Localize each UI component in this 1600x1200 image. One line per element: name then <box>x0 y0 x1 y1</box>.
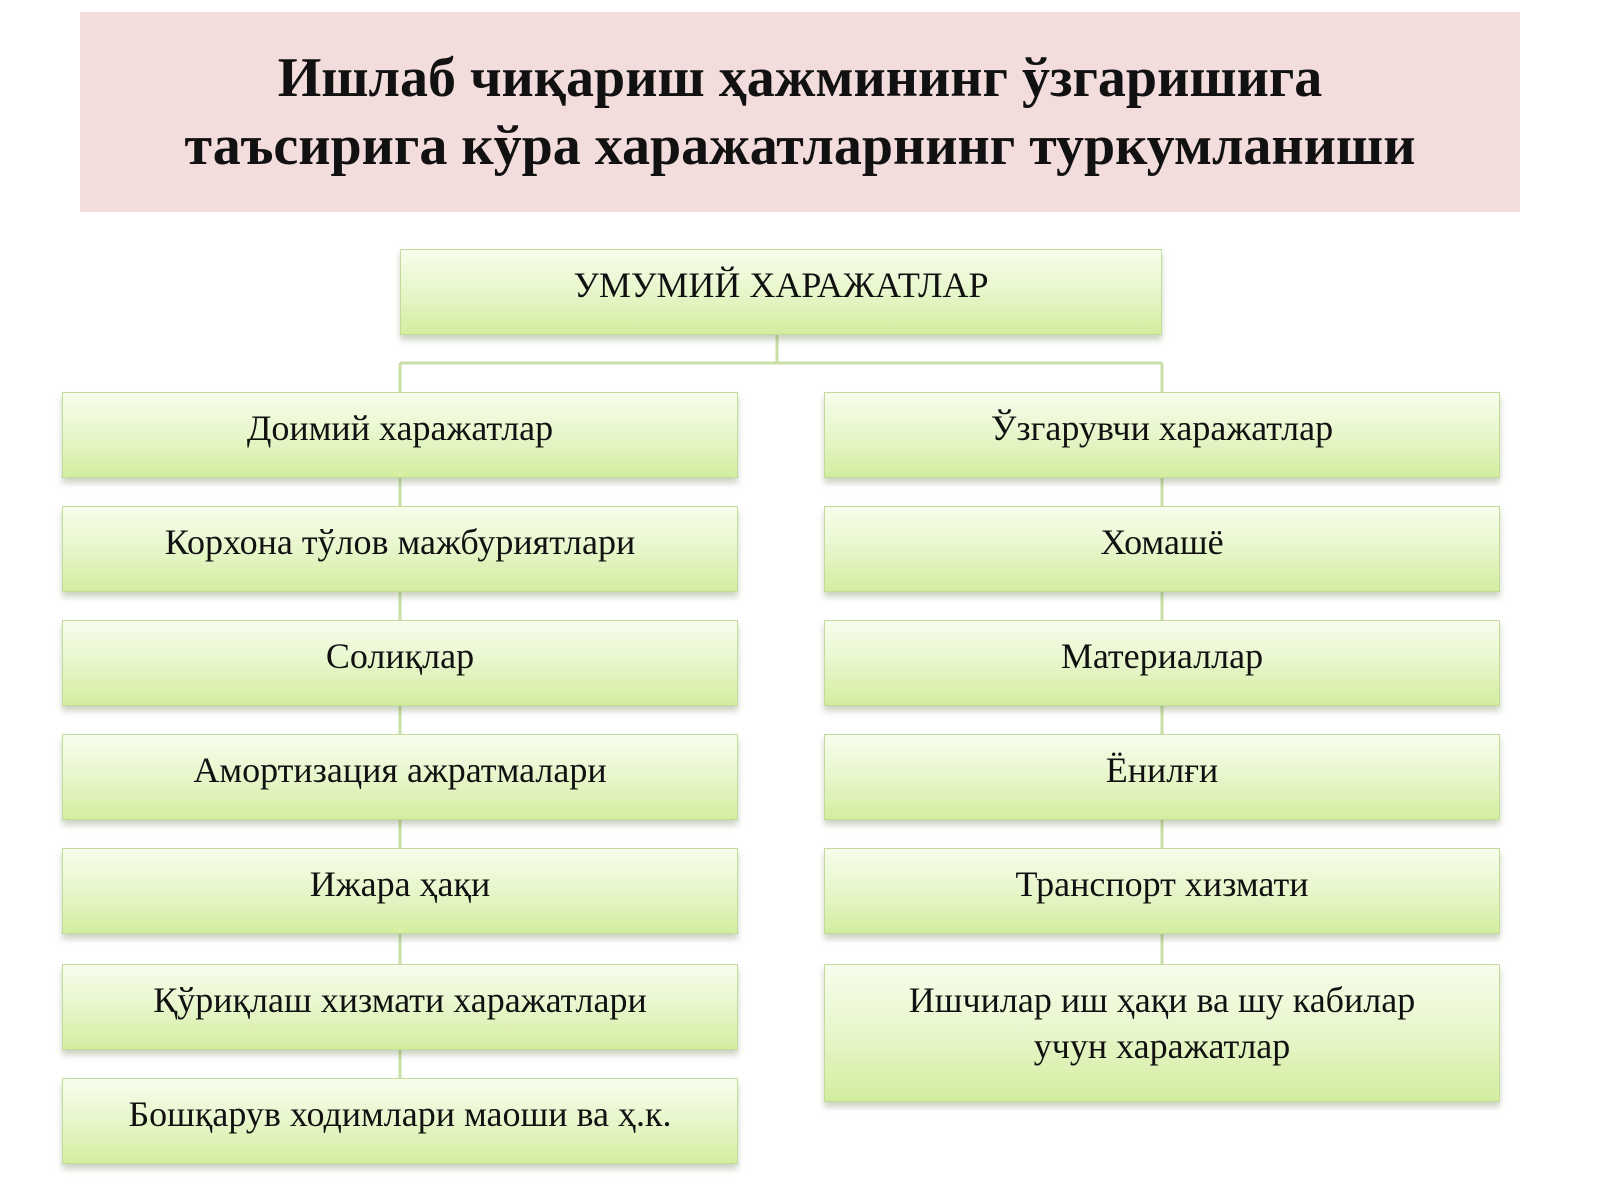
right-item-3 <box>824 848 1500 934</box>
left-item-4 <box>62 964 738 1050</box>
title-banner <box>80 12 1520 212</box>
root-node-label: УМУМИЙ ХАРАЖАТЛАР <box>573 265 989 305</box>
left-item-label: Корхона тўлов мажбуриятлари <box>164 522 636 562</box>
right-item-0 <box>824 506 1500 592</box>
left-item-label: Қўриқлаш хизмати харажатлари <box>153 980 647 1020</box>
right-branch-header <box>824 392 1500 478</box>
title-line-1: Ишлаб чиқариш ҳажмининг ўзгаришига <box>277 47 1323 109</box>
right-item-label-line-2: учун харажатлар <box>1033 1026 1291 1066</box>
right-item-label-line-1: Ишчилар иш ҳақи ва шу кабилар <box>908 980 1416 1020</box>
left-item-label: Солиқлар <box>325 636 475 676</box>
left-item-5 <box>62 1078 738 1164</box>
left-item-1 <box>62 620 738 706</box>
right-item-label: Материаллар <box>1060 636 1264 676</box>
left-item-label: Амортизация ажратмалари <box>193 750 607 790</box>
title-line-2: таъсирига кўра харажатларнинг туркумланиши <box>184 115 1416 177</box>
left-item-label: Бошқарув ходимлари маоши ва ҳ.к. <box>128 1094 672 1134</box>
left-item-0 <box>62 506 738 592</box>
right-item-label: Ёнилғи <box>1105 750 1219 790</box>
right-item-4 <box>824 964 1500 1102</box>
right-item-2 <box>824 734 1500 820</box>
right-branch-header-label: Ўзгарувчи харажатлар <box>990 408 1334 448</box>
left-item-2 <box>62 734 738 820</box>
right-item-label: Хомашё <box>1100 522 1224 562</box>
left-item-label: Ижара ҳақи <box>309 864 491 904</box>
left-branch-header <box>62 392 738 478</box>
root-node-total-costs <box>400 249 1162 335</box>
right-item-label: Транспорт хизмати <box>1015 864 1309 904</box>
right-item-1 <box>824 620 1500 706</box>
left-item-3 <box>62 848 738 934</box>
left-branch-header-label: Доимий харажатлар <box>246 408 554 448</box>
